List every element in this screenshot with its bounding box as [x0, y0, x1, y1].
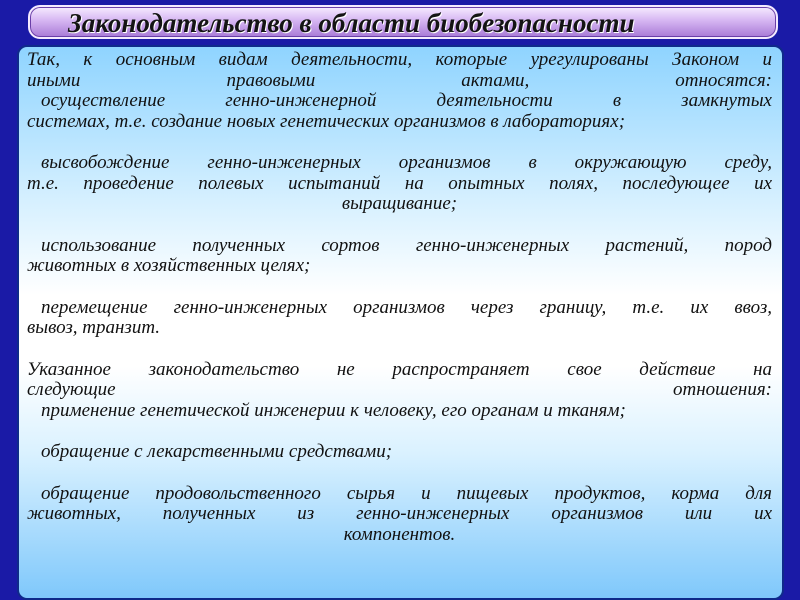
- regulated-item-4: перемещение генно-инженерных организмов через границу, т.е. их ввоз,: [41, 296, 772, 318]
- exclusion-intro-1: Указанное законодательство не распространяет свое действие на: [27, 358, 772, 380]
- exclusion-item-3: обращение продовольственного сырья и пищевых продуктов, корма для: [41, 482, 772, 504]
- content-panel: [17, 45, 784, 600]
- content-text: [27, 50, 772, 545]
- exclusion-intro-2: следующие отношения:: [27, 379, 772, 400]
- regulated-item-3-cont: животных в хозяйственных целях;: [27, 255, 311, 276]
- regulated-item-2: высвобождение генно-инженерных организмов в окружающую среду,: [41, 152, 772, 173]
- intro-line-2: иными правовыми актами, относятся:: [27, 69, 772, 91]
- exclusion-item-1: применение генетической инженерии к человеку, его органам и тканям;: [41, 399, 626, 421]
- intro-line-1: Так, к основным видам деятельности, которые урегулированы Законом и: [27, 49, 772, 70]
- exclusion-item-3-end: компонентов.: [343, 523, 456, 545]
- regulated-item-2-cont: т.е. проведение полевых испытаний на опытных полях, последующее их: [27, 172, 772, 194]
- exclusion-item-3-cont: животных, полученных из генно-инженерных организмов или их: [27, 503, 772, 524]
- regulated-item-4-cont: вывоз, транзит.: [27, 317, 161, 338]
- regulated-item-1-cont: системах, т.е. создание новых генетических организмов в лабораториях;: [27, 110, 626, 132]
- regulated-item-1: осуществление генно-инженерной деятельности в замкнутых: [41, 90, 772, 111]
- regulated-item-3: использование полученных сортов генно-инженерных растений, пород: [41, 234, 772, 256]
- title-banner: [28, 5, 778, 39]
- slide-title: Законодательство в области биобезопасности: [68, 8, 635, 38]
- exclusion-item-2: обращение с лекарственными средствами;: [41, 441, 393, 462]
- regulated-item-2-end: выращивание;: [341, 193, 458, 214]
